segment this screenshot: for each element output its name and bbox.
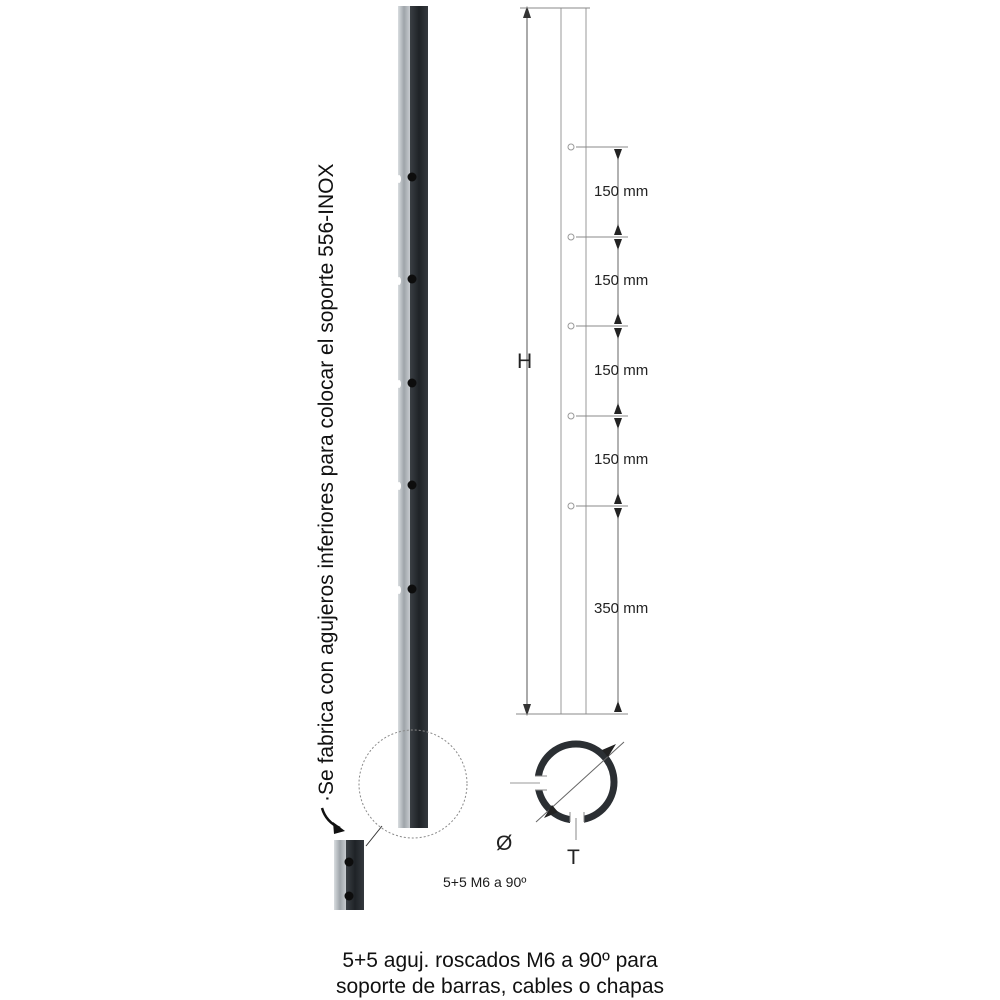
spacing-label-3: 150 mm: [594, 362, 649, 379]
post-side-view: [397, 6, 428, 828]
post-dark-face: [410, 6, 428, 828]
post-side-hole: [397, 175, 401, 183]
section-gap-bottom: [570, 810, 584, 824]
spacing-label-4: 150 mm: [594, 451, 649, 468]
post-hole: [408, 481, 417, 490]
post-side-hole: [397, 380, 401, 388]
section-ring: [538, 744, 614, 820]
outline-hole: [568, 323, 574, 329]
detail-hole: [345, 858, 354, 867]
detail-leader-line: [366, 826, 382, 846]
post-hole: [408, 173, 417, 182]
outline-hole: [568, 234, 574, 240]
detail-zoom-view: [322, 808, 364, 910]
post-steel-face: [398, 6, 410, 828]
curved-arrow: [322, 808, 340, 828]
spacing-label-2: 150 mm: [594, 272, 649, 289]
post-side-hole: [397, 277, 401, 285]
cross-section: [510, 742, 624, 840]
curved-arrow-head: [333, 822, 345, 834]
holes-label: 5+5 M6 a 90º: [443, 874, 527, 890]
thickness-label: T: [567, 846, 580, 869]
caption-line-2: soporte de barras, cables o chapas: [335, 975, 665, 998]
height-label: H: [517, 350, 533, 373]
detail-hole: [345, 892, 354, 901]
post-side-hole: [397, 482, 401, 490]
outline-hole: [568, 413, 574, 419]
caption: [250, 948, 750, 1000]
post-hole: [408, 275, 417, 284]
caption-line-1: 5+5 aguj. roscados M6 a 90º para: [342, 949, 658, 972]
side-note: ·Se fabrica con agujeros inferiores para colocar el soporte 556-INOX: [315, 163, 338, 802]
bottom-offset-label: 350 mm: [594, 600, 649, 617]
post-hole: [408, 585, 417, 594]
diameter-label: Ø: [496, 832, 513, 855]
spacing-label-1: 150 mm: [594, 183, 649, 200]
outline-hole: [568, 144, 574, 150]
outline-hole: [568, 503, 574, 509]
post-outline: [561, 8, 586, 714]
post-hole: [408, 379, 417, 388]
detail-steel-face: [334, 840, 346, 910]
post-side-hole: [397, 586, 401, 594]
